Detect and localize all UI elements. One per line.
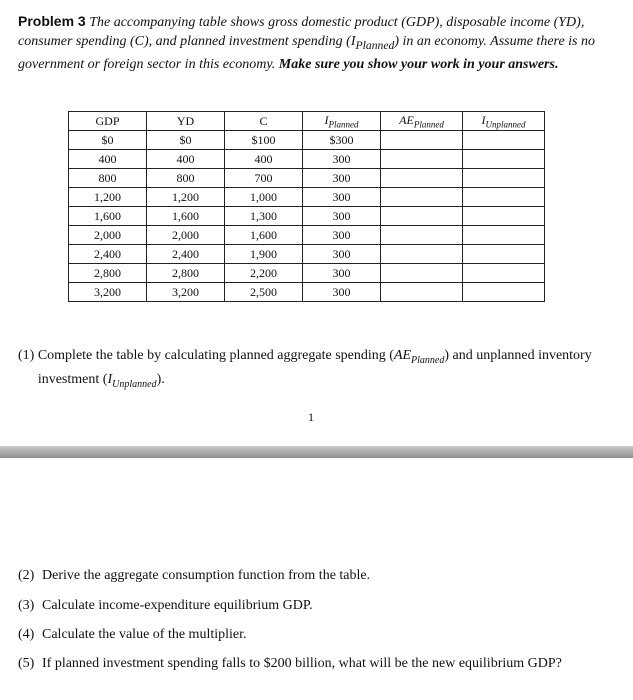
cell-yd: 800 (147, 169, 225, 188)
table-row (69, 207, 545, 226)
cell-aeplanned[interactable] (381, 283, 463, 302)
cell-iunplanned[interactable] (463, 207, 545, 226)
table-row (69, 264, 545, 283)
table-row (69, 226, 545, 245)
question-number: (2) (18, 568, 35, 583)
header-aeplanned: $AE_{Planned}$ (381, 112, 463, 131)
header-iunplanned: $I_{Unplanned}$ (463, 112, 545, 131)
cell-iunplanned[interactable] (463, 169, 545, 188)
problem-intro (18, 12, 618, 74)
header-c: C (225, 112, 303, 131)
cell-yd: 1,600 (147, 207, 225, 226)
intro-text-2: ) in an economy. Assume there is no government or foreign sector in this economy. (18, 34, 596, 72)
header-iplanned: $I_{Planned}$ (303, 112, 381, 131)
table-row (69, 131, 545, 150)
cell-yd: 400 (147, 150, 225, 169)
cell-iplanned: 300 (303, 264, 381, 283)
question-text: Calculate income-expenditure equilibrium GDP. (42, 598, 313, 613)
cell-gdp: 2,800 (69, 264, 147, 283)
page-two (0, 458, 633, 700)
cell-c: 1,600 (225, 226, 303, 245)
cell-gdp: 1,600 (69, 207, 147, 226)
cell-c: 1,000 (225, 188, 303, 207)
cell-iplanned: $300 (303, 131, 381, 150)
cell-aeplanned[interactable] (381, 150, 463, 169)
cell-iplanned: 300 (303, 188, 381, 207)
cell-c: 1,300 (225, 207, 303, 226)
cell-iunplanned[interactable] (463, 283, 545, 302)
table-row (69, 245, 545, 264)
cell-gdp: 800 (69, 169, 147, 188)
cell-aeplanned[interactable] (381, 264, 463, 283)
table-header-row (69, 112, 545, 131)
cell-c: 700 (225, 169, 303, 188)
economy-table (68, 111, 545, 302)
intro-text-1: The accompanying table shows gross domestic product (GDP), disposable income (YD), consumer spending (C), and planned investment spending ( (18, 15, 585, 49)
cell-iplanned: 300 (303, 226, 381, 245)
question-1 (18, 346, 618, 394)
cell-gdp: $0 (69, 131, 147, 150)
cell-yd: 2,400 (147, 245, 225, 264)
cell-iplanned: 300 (303, 150, 381, 169)
cell-gdp: 2,000 (69, 226, 147, 245)
question-text: Complete the table by calculating planned aggregate spending $(AE_{Planned})$ and unplanned inventory investment $(I_{Unplanned})$. (37, 348, 592, 390)
question-number: (1) (18, 348, 35, 363)
cell-aeplanned[interactable] (381, 131, 463, 150)
cell-iunplanned[interactable] (463, 245, 545, 264)
cell-gdp: 2,400 (69, 245, 147, 264)
cell-c: 400 (225, 150, 303, 169)
cell-aeplanned[interactable] (381, 188, 463, 207)
page-separator (0, 446, 633, 458)
cell-yd: 3,200 (147, 283, 225, 302)
cell-c: 2,500 (225, 283, 303, 302)
question-text: If planned investment spending falls to $200 billion, what will be the new equilibrium GDP? (42, 656, 562, 671)
question-5 (18, 654, 623, 673)
cell-aeplanned[interactable] (381, 169, 463, 188)
cell-iunplanned[interactable] (463, 264, 545, 283)
cell-iplanned: 300 (303, 169, 381, 188)
cell-aeplanned[interactable] (381, 207, 463, 226)
question-text: Derive the aggregate consumption function from the table. (42, 568, 371, 583)
table-row (69, 150, 545, 169)
cell-c: 1,900 (225, 245, 303, 264)
question-4 (18, 625, 623, 644)
question-3 (18, 596, 623, 615)
cell-c: 2,200 (225, 264, 303, 283)
iplanned-symbol: $I_{Planned}$ (350, 34, 395, 52)
header-yd: YD (147, 112, 225, 131)
cell-yd: 1,200 (147, 188, 225, 207)
cell-yd: $0 (147, 131, 225, 150)
table-row (69, 169, 545, 188)
cell-yd: 2,000 (147, 226, 225, 245)
table-row (69, 188, 545, 207)
question-number: (4) (18, 627, 35, 642)
cell-iplanned: 300 (303, 283, 381, 302)
question-2 (18, 566, 623, 585)
cell-iplanned: 300 (303, 245, 381, 264)
cell-iunplanned[interactable] (463, 150, 545, 169)
question-number: (3) (18, 598, 35, 613)
problem-label: Problem 3 (18, 13, 86, 29)
header-gdp: GDP (69, 112, 147, 131)
cell-gdp: 3,200 (69, 283, 147, 302)
cell-iunplanned[interactable] (463, 188, 545, 207)
question-number: (5) (18, 656, 35, 671)
cell-iplanned: 300 (303, 207, 381, 226)
cell-aeplanned[interactable] (381, 226, 463, 245)
cell-c: $100 (225, 131, 303, 150)
cell-yd: 2,800 (147, 264, 225, 283)
table-row (69, 283, 545, 302)
intro-instruction: Make sure you show your work in your answers. (278, 56, 559, 72)
cell-gdp: 400 (69, 150, 147, 169)
question-text: Calculate the value of the multiplier. (42, 627, 247, 642)
cell-gdp: 1,200 (69, 188, 147, 207)
cell-iunplanned[interactable] (463, 226, 545, 245)
cell-iunplanned[interactable] (463, 131, 545, 150)
cell-aeplanned[interactable] (381, 245, 463, 264)
page-number: 1 (308, 410, 314, 424)
